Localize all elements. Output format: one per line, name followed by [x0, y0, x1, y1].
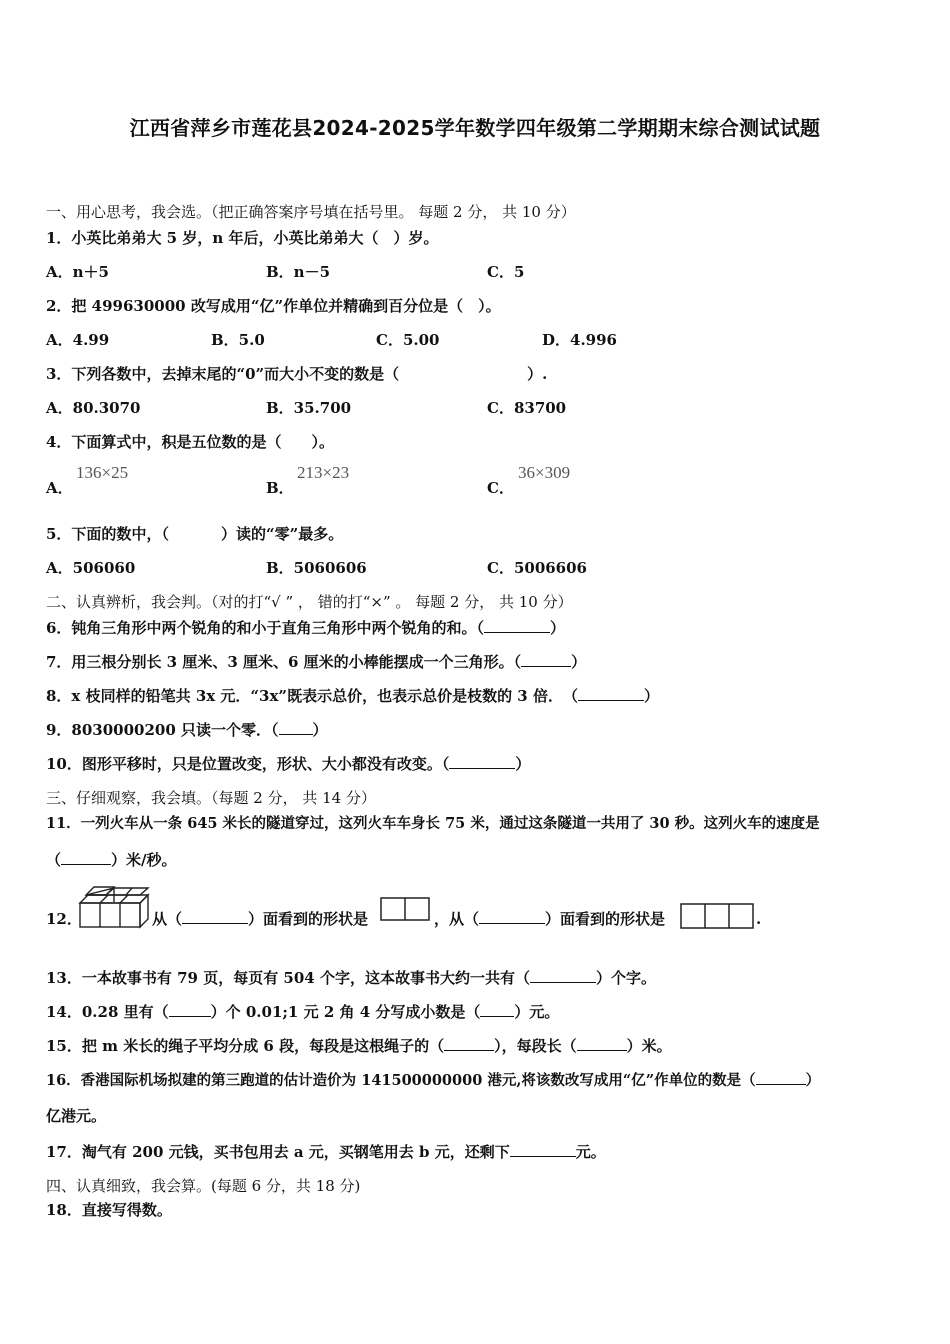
q3-option-c: C．83700 [487, 399, 567, 417]
answer-blank[interactable] [169, 1002, 211, 1017]
question-17: 17．淘气有 200 元钱，买书包用去 a 元，买钢笔用去 b 元，还剩下 元。 [46, 1143, 606, 1161]
question-1: 1．小英比弟弟大 5 岁，n 年后，小英比弟弟大（ ）岁。 [46, 229, 439, 247]
answer-blank[interactable] [484, 618, 550, 633]
section-4-heading: 四、认真细致，我会算。(每题 6 分，共 18 分) [46, 1177, 361, 1195]
q5-option-c: C．5006606 [487, 559, 587, 577]
answer-blank[interactable] [182, 909, 248, 924]
answer-blank[interactable] [61, 850, 111, 865]
q5-option-b: B．5060606 [266, 559, 367, 577]
section-2-heading: 二、认真辨析，我会判。（对的打“√ ” ， 错的打“×” 。 每题 2 分， 共 10 分） [46, 593, 573, 611]
section-3-heading: 三、仔细观察，我会填。（每题 2 分， 共 14 分） [46, 789, 376, 807]
question-7: 7．用三根分别长 3 厘米、3 厘米、6 厘米的小棒能摆成一个三角形。（ ） [46, 653, 587, 671]
answer-blank[interactable] [530, 968, 596, 983]
question-16-line-2: 亿港元。 [46, 1107, 107, 1125]
question-12-end: . [756, 910, 762, 928]
question-3 [46, 364, 547, 384]
question-11-answer-line: （ ）米/秒。 [46, 851, 177, 869]
three-square-view-figure [680, 902, 756, 932]
q3-option-b: B．35.700 [266, 399, 352, 417]
q4-option-c-expression: 36×309 [518, 463, 571, 482]
two-square-view-figure [380, 896, 432, 924]
answer-blank[interactable] [479, 909, 545, 924]
answer-blank[interactable] [449, 754, 515, 769]
answer-blank[interactable] [578, 686, 644, 701]
page-title: 江西省萍乡市莲花县2024-2025学年数学四年级第二学期期末综合测试试题 [129, 116, 821, 140]
q4-option-b-label: B． [266, 479, 294, 497]
q5-text-before: 5．下面的数中，（ [46, 525, 169, 543]
section-1-heading: 一、用心思考，我会选。（把正确答案序号填在括号里。 每题 2 分， 共 10 分） [46, 203, 576, 221]
question-9: 9．8030000200 只读一个零．（ ） [46, 721, 328, 739]
question-12-text-2: ，从（ ）面看到的形状是 [434, 910, 666, 928]
answer-blank[interactable] [756, 1070, 806, 1085]
q2-option-c: C．5.00 [376, 331, 440, 349]
answer-blank[interactable] [521, 652, 571, 667]
q1-option-c: C．5 [487, 263, 525, 281]
question-10: 10．图形平移时，只是位置改变，形状、大小都没有改变。（ ） [46, 755, 531, 773]
question-15: 15．把 m 米长的绳子平均分成 6 段，每段是这根绳子的（ ），每段长（ ）米。 [46, 1037, 672, 1055]
question-2: 2．把 499630000 改写成用“亿”作单位并精确到百分位是（ ）。 [46, 297, 501, 315]
cube-stack-figure [78, 884, 152, 930]
question-12-text: 从（ ）面看到的形状是 [152, 910, 369, 928]
question-4: 4．下面算式中，积是五位数的是（ ）。 [46, 433, 334, 451]
q2-option-b: B．5.0 [211, 331, 265, 349]
question-6: 6．钝角三角形中两个锐角的和小于直角三角形中两个锐角的和。（ ） [46, 619, 565, 637]
answer-blank[interactable] [279, 720, 313, 735]
question-18: 18．直接写得数。 [46, 1201, 172, 1219]
q2-option-d: D．4.996 [542, 331, 617, 349]
answer-blank[interactable] [510, 1142, 576, 1157]
q4-option-c-label: C． [487, 479, 514, 497]
q3-text-after: ）. [527, 365, 548, 383]
q5-option-a: A．506060 [46, 559, 136, 577]
answer-blank[interactable] [577, 1036, 627, 1051]
question-12-number: 12． [46, 910, 82, 928]
question-14: 14．0.28 里有（ ）个 0.01;1 元 2 角 4 分写成小数是（ ）元。 [46, 1003, 560, 1021]
q5-text-after: ）读的“零”最多。 [220, 525, 344, 543]
q4-option-b-expression: 213×23 [297, 463, 350, 482]
q3-option-a: A．80.3070 [46, 399, 141, 417]
q4-option-a-label: A． [46, 479, 73, 497]
q1-option-a: A．n＋5 [46, 263, 109, 281]
q1-option-b: B．n－5 [266, 263, 331, 281]
answer-blank[interactable] [480, 1002, 514, 1017]
q2-option-a: A．4.99 [46, 331, 110, 349]
question-11: 11．一列火车从一条 645 米长的隧道穿过，这列火车车身长 75 米，通过这条隧道一共用了 30 秒。这列火车的速度是 [46, 815, 820, 832]
question-16: 16．香港国际机场拟建的第三跑道的估计造价为 141500000000 港元,将该数改写成用“亿”作单位的数是（ ） [46, 1072, 821, 1089]
question-13: 13．一本故事书有 79 页，每页有 504 个字，这本故事书大约一共有（ ）个字。 [46, 969, 656, 987]
question-8: 8．x 枝同样的铅笔共 3x 元．“3x”既表示总价，也表示总价是枝数的 3 倍． （ ） [46, 687, 659, 705]
answer-blank[interactable] [444, 1036, 494, 1051]
q4-option-a-expression: 136×25 [76, 463, 129, 482]
q3-text-before: 3．下列各数中，去掉末尾的“0”而大小不变的数是（ [46, 365, 400, 383]
question-5 [46, 524, 343, 544]
